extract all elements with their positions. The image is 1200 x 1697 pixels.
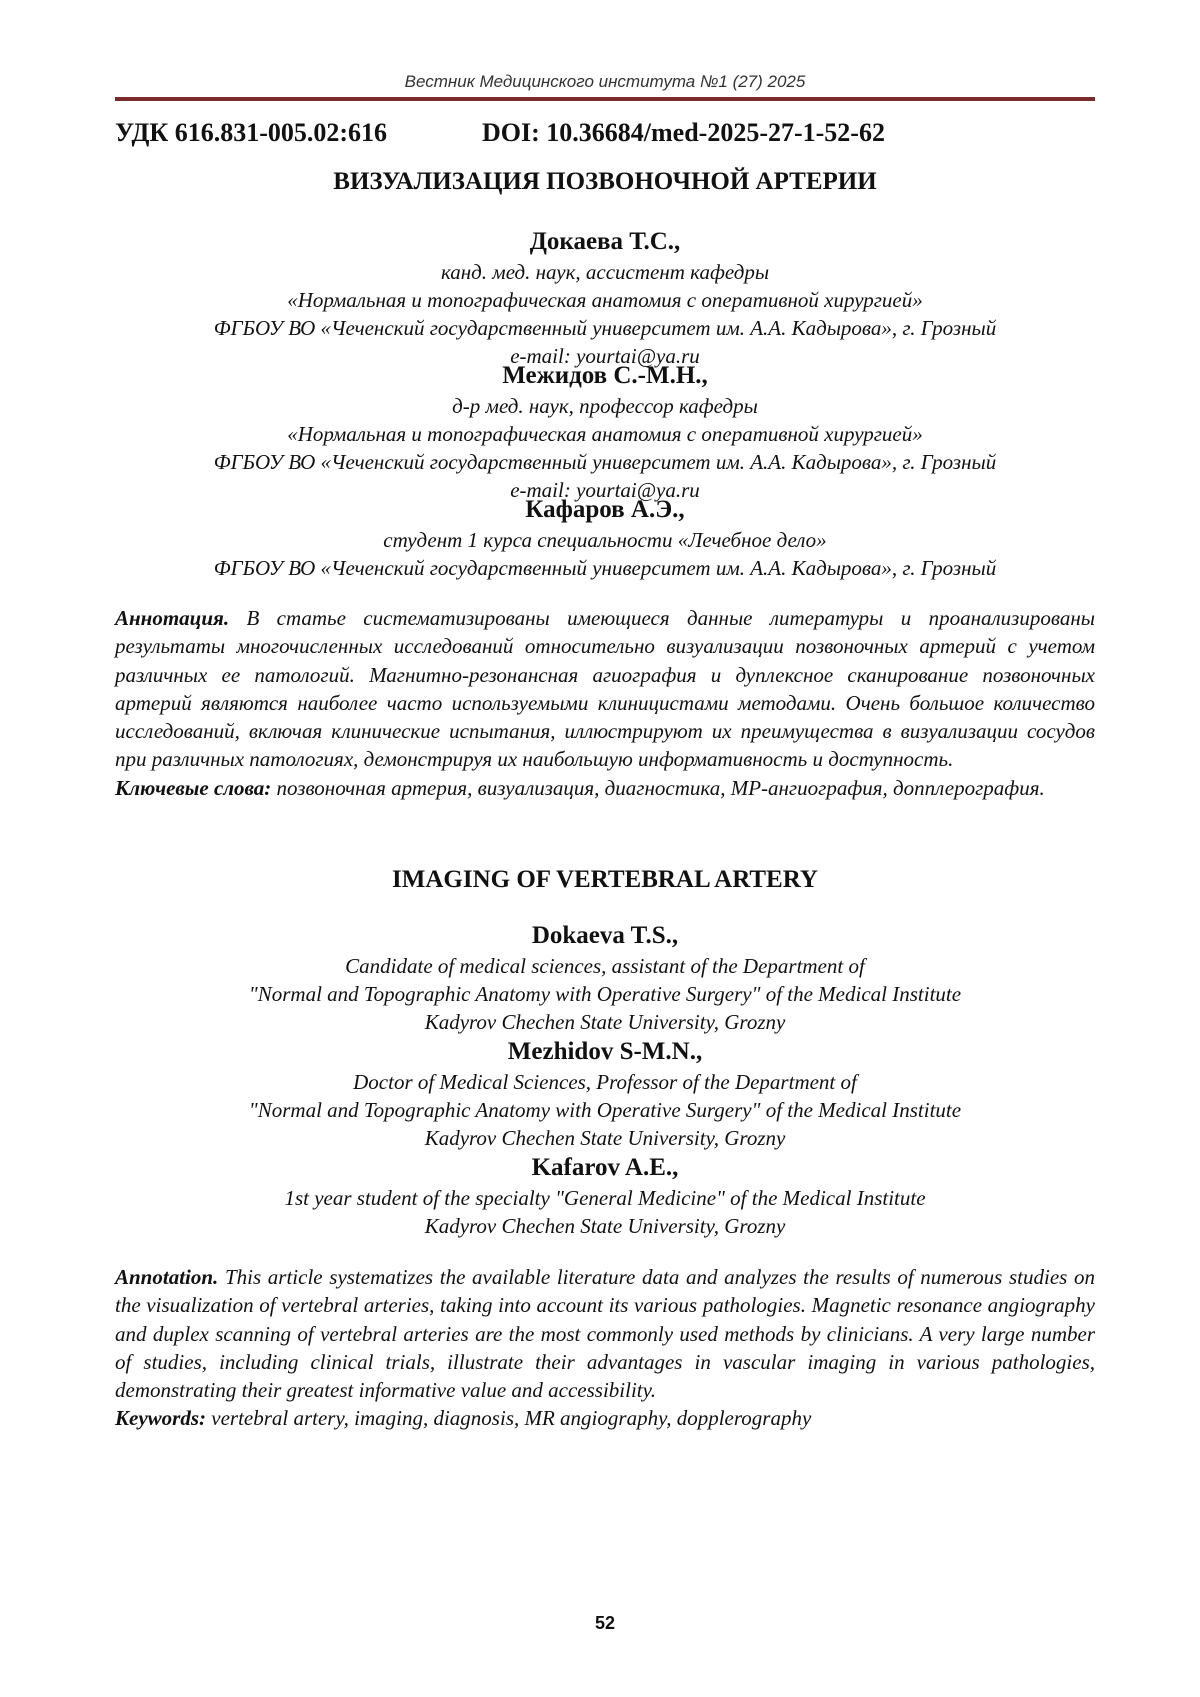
udk-code: УДК 616.831-005.02:616 (115, 118, 388, 147)
author-email: e-mail: yourtai@ya.ru (510, 344, 700, 368)
affiliation-line: студент 1 курса специальности «Лечебное дело» (383, 528, 827, 552)
ru-keywords-text: позвоночная артерия, визуализация, диагностика, МР-ангиография, допплерография. (271, 775, 1045, 800)
affiliation-line: ФГБОУ ВО «Чеченский государственный университет им. А.А. Кадырова», г. Грозный (213, 556, 997, 580)
en-author-affiliation (115, 1068, 1095, 1152)
author-email: e-mail: yourtai@ya.ru (510, 478, 700, 502)
affiliation-line: Kadyrov Chechen State University, Grozny (424, 1126, 786, 1150)
affiliation-line: канд. мед. наук, ассистент кафедры (440, 260, 770, 284)
en-abstract-label: Annotation. (115, 1265, 219, 1289)
en-author-name: Dokaeva T.S., (531, 922, 679, 949)
affiliation-line: Candidate of medical sciences, assistant of the Department of (345, 954, 865, 978)
header-divider (115, 97, 1095, 101)
ru-author-affiliation (115, 526, 1095, 582)
ru-author-affiliation (115, 392, 1095, 504)
en-keywords-label: Keywords: (115, 1406, 206, 1431)
affiliation-line: ФГБОУ ВО «Чеченский государственный университет им. А.А. Кадырова», г. Грозный (213, 450, 997, 474)
ru-abstract-block (115, 604, 1095, 802)
ru-keywords-label: Ключевые слова: (115, 775, 272, 800)
en-article-title: IMAGING OF VERTEBRAL ARTERY (392, 866, 818, 893)
affiliation-line: д-р мед. наук, профессор кафедры (452, 394, 758, 418)
en-author-affiliation (115, 1184, 1095, 1240)
affiliation-line: Kadyrov Chechen State University, Grozny (424, 1010, 786, 1034)
ru-abstract-text: В статье систематизированы имеющиеся данные литературы и проанализированы результаты многочисленных исследований относительно визуализации позвоночных артерий с учетом различных ее патологий. Магнитно-резонансная агиография и дуплексное сканирование позвоночных артерий являются наиболее часто используемыми клиницистами методами. Очень большое количество исследований, включая клинические испытания, иллюстрируют их преимущества в визуализации сосудов при различных патологиях, демонстрируя их наибольшую информативность и доступность. (115, 606, 1095, 772)
en-abstract-text: This article systematizes the available literature data and analyzes the results of numerous studies on the visualization of vertebral arteries, taking into account its various pathologies. Magnetic resonance angiography and duplex scanning of vertebral arteries are the most commonly used methods by clinicians. A very large number of studies, including clinical trials, illustrate their advantages in vascular imaging in various pathologies, demonstrating their greatest informative value and accessibility. (115, 1265, 1095, 1403)
page-number: 52 (594, 1613, 616, 1633)
affiliation-line: Doctor of Medical Sciences, Professor of the Department of (353, 1070, 857, 1094)
ru-author-name: Докаева Т.С., (529, 228, 681, 255)
affiliation-line: «Нормальная и топографическая анатомия с оперативной хирургией» (287, 288, 923, 312)
affiliation-line: 1st year student of the specialty "General Medicine" of the Medical Institute (284, 1186, 926, 1210)
affiliation-line: Kadyrov Chechen State University, Grozny (424, 1214, 786, 1238)
ru-keywords (115, 774, 1095, 802)
doi-code: DOI: 10.36684/med-2025-27-1-52-62 (482, 118, 885, 147)
affiliation-line: ФГБОУ ВО «Чеченский государственный университет им. А.А. Кадырова», г. Грозный (213, 316, 997, 340)
ru-abstract-label: Аннотация. (115, 606, 230, 630)
en-abstract (115, 1263, 1095, 1404)
affiliation-line: «Нормальная и топографическая анатомия с оперативной хирургией» (287, 422, 923, 446)
ru-author-affiliation (115, 258, 1095, 370)
affiliation-line: "Normal and Topographic Anatomy with Operative Surgery" of the Medical Institute (248, 1098, 962, 1122)
ru-abstract (115, 604, 1095, 774)
udk-doi-line (115, 118, 1095, 148)
ru-author-name: Кафаров А.Э., (525, 496, 685, 523)
affiliation-line: "Normal and Topographic Anatomy with Operative Surgery" of the Medical Institute (248, 982, 962, 1006)
ru-author-name: Межидов С.-М.Н., (502, 362, 708, 389)
en-author-affiliation (115, 952, 1095, 1036)
en-keywords-text: vertebral artery, imaging, diagnosis, MR angiography, dopplerography (206, 1406, 812, 1431)
journal-running-header: Вестник Медицинского института №1 (27) 2025 (404, 72, 806, 91)
en-author-name: Kafarov A.E., (531, 1154, 679, 1181)
en-author-name: Mezhidov S-M.N., (507, 1038, 703, 1065)
en-keywords (115, 1404, 1095, 1432)
en-abstract-block (115, 1263, 1095, 1433)
ru-article-title: ВИЗУАЛИЗАЦИЯ ПОЗВОНОЧНОЙ АРТЕРИИ (333, 168, 877, 195)
